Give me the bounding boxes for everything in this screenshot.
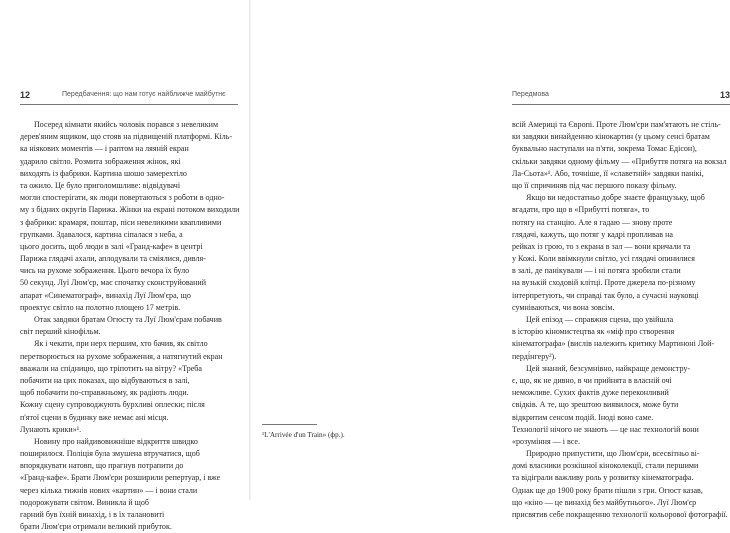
text-line: перетворюється на рухоме зображення, а натягнутий екран	[20, 351, 223, 361]
text-line: у Кожі. Коли ввімкнули світло, усі глядачі опинилися	[512, 254, 695, 264]
text-line: вгадати, про що в «Прибутті потяга», то	[512, 205, 650, 215]
text-line: що її спричиняв під час першого показу фільму.	[512, 180, 677, 190]
text-line: «розуміння — і все.	[512, 436, 580, 446]
text-line: дерев'яним ящиком, що стояв на підвищеній платформі. Кіль-	[20, 132, 233, 142]
text-line: впорядкувати натовп, що прагнув потрапити до	[20, 461, 184, 471]
text-line: могли спостерігати, як люди повертаються з роботи в одно-	[20, 193, 225, 203]
text-line: всій Америці та Європі. Проте Люм'єри пам'ятають не стіль-	[512, 120, 721, 129]
text-line: кінематографа» (вислів належить критику Мартиноні Лой-	[512, 339, 715, 349]
text-line: глядачі, кажуть, що потяг у кадрі пропливав на	[512, 229, 673, 239]
text-line: Отак завдяки братам Огюсту та Луї Люм'єрам побачив	[34, 315, 222, 324]
text-line: та ожило. Це було приголомшливе: відвідувачі	[20, 180, 181, 190]
text-line: сумніваються, чи вона зовсім.	[512, 302, 615, 312]
text-line: побачити на цих показах, що відбуваються в залі,	[20, 375, 190, 385]
text-line: з фабрики: крамаря, поштар, піси невеликими квапливими	[20, 217, 222, 227]
text-line: 50 секунд. Луї Люм'єр, має спочатку сконструйований	[20, 278, 207, 288]
text-line: Однак ще до 1900 року брати пішли з гри. Огюст казав,	[512, 485, 703, 495]
text-line: присвятив себе покращенню технології кольорової фотографії.	[512, 510, 728, 519]
text-line: скільки завдяки одному фільму — «Прибуття потяга на вокзал	[512, 156, 727, 166]
right-page-number: 13	[719, 90, 730, 100]
text-line: Лунають крики»¹.	[20, 424, 82, 434]
text-line: через кілька тижнів нових «картин» — і вони стали	[20, 485, 198, 495]
text-line: Цей епізод — справжня сцена, що увійшла	[526, 315, 674, 324]
text-line: Парижа глядачі ахали, аплодували та сміялися, дивля-	[20, 254, 206, 264]
left-page-body	[20, 119, 238, 533]
text-line: що «кіно — це винахід без майбутнього». Луї Люм'єр	[512, 497, 697, 507]
text-line: та відіграли важливу роль у розвитку кінематографа.	[512, 473, 694, 483]
text-line: Цей знаний, безсумнівно, найкраще демонстру-	[526, 363, 691, 373]
left-running-head: Передбачення: що нам готує найближче майбутнє	[62, 91, 226, 98]
text-line: в історію кіномистецтва як «міф про створення	[512, 327, 675, 337]
text-line: на вузькій сходовій клітці. Проте джерела по-різному	[512, 278, 696, 288]
left-page-header	[20, 90, 238, 103]
text-line: Якщо ви недостатньо добре знаєте французьку, щоб	[526, 193, 705, 203]
text-line: ударило світло. Розмита зображення жінок, які	[20, 156, 181, 166]
text-line: ка ніякових моментів — і раптом на ляяній екран	[20, 144, 189, 154]
left-page-number: 12	[20, 90, 31, 100]
text-line: «Гранд-кафе». Брати Люм'єри розширили репертуар, і вже	[20, 473, 221, 483]
text-line: подорожувати світом. Виникла й щоб	[20, 497, 149, 507]
text-line: рейках із грою, то з екрана в зал — вони кричали та	[512, 241, 691, 251]
text-line: світ перший кінофільм.	[20, 327, 101, 337]
text-line: Природно припустити, що Люм'єри, всесвітньо ві-	[526, 449, 700, 459]
text-line: ки завдяки винайденню кінокартин (у цьому сенсі братам	[512, 132, 710, 142]
left-page	[0, 0, 250, 532]
text-line: щоб побачити по-справжньому, як радіють люди.	[20, 388, 189, 398]
footnote-rule	[262, 424, 317, 425]
text-line: є, що, як не дивно, в чи прийнята в власній очі	[512, 375, 672, 385]
footnote: ¹L'Arrivée d'un Train» (фр.).	[262, 431, 345, 439]
text-line: свідків. А те, що зрештою виявилося, може бути	[512, 400, 679, 410]
text-line: проектує світло на полотно площею 17 метрів.	[20, 302, 181, 312]
text-line: Новину про найдивовижніше відкриття швидко	[34, 436, 198, 446]
text-line: групками. Здавалося, картина сіпалася з неба, а	[20, 229, 183, 239]
text-line: Технології нічого не знають — це нас технологій вони	[512, 424, 699, 434]
text-line: п'ятої сцени в будинку вже немає ані місця.	[20, 412, 169, 422]
right-page-body	[512, 119, 730, 521]
text-line: чись на рухоме зображення. Цього вечора їх було	[20, 266, 190, 276]
text-line: апарат «Синематограф», винахід Луї Люм'єра, що	[20, 290, 191, 300]
text-line: потягу на станцію. Але я гадаю — знову проте	[512, 217, 673, 227]
text-line: в залі, де панікували — і ні потяга зробили стали	[512, 266, 681, 276]
text-line: буквально наступали на п'яти, зокрема Томас Едісон),	[512, 144, 697, 154]
text-line: Ла-Сьота»¹. Або, точніше, її «славетній» завдяки панікі,	[512, 168, 704, 178]
text-line: Як і чекати, при нерх першим, хто бачив, як світло	[34, 339, 208, 349]
text-line: перді́нгеру²).	[512, 351, 557, 361]
text-line: поширилося. Поліція була змушена втручатися, щоб	[20, 449, 200, 459]
right-page-header	[512, 90, 730, 103]
text-line: Посеред кімнати якийсь чоловік порався з невеликим	[34, 120, 219, 129]
text-line: домі власники розкішної кіноколекції, стали першими	[512, 461, 699, 471]
text-line: виходять із фабрики. Картина шошо замерехтіло	[20, 168, 187, 178]
left-header-rule	[20, 104, 238, 105]
right-header-rule	[512, 104, 730, 105]
text-line: відкритим сенсом подій. Іноді воно саме.	[512, 412, 654, 422]
right-running-head: Передмова	[512, 91, 549, 98]
right-page	[250, 0, 730, 519]
text-line: му з бідних округів Парижа. Жінки на екрані потоком виходили	[20, 205, 240, 215]
text-line: Кожну сцену супроводжують бурхливі оплески; після	[20, 400, 205, 410]
text-line: вважали на спідницю, що тріпотить на вітру? «Треба	[20, 363, 202, 373]
text-line: гарний був їхній винахід, і в їх талановиті	[20, 510, 165, 519]
text-line: інтерпретують, чи справді так було, а сучасні науковці	[512, 290, 699, 300]
text-line: цього досить, щоб люди в залі «Гранд-кафе» в центрі	[20, 241, 203, 251]
text-line: неможливе. Сухих фактів дуже переконливий	[512, 388, 669, 398]
text-line: брати Люм'єри отримали великий прибуток.	[20, 522, 172, 532]
